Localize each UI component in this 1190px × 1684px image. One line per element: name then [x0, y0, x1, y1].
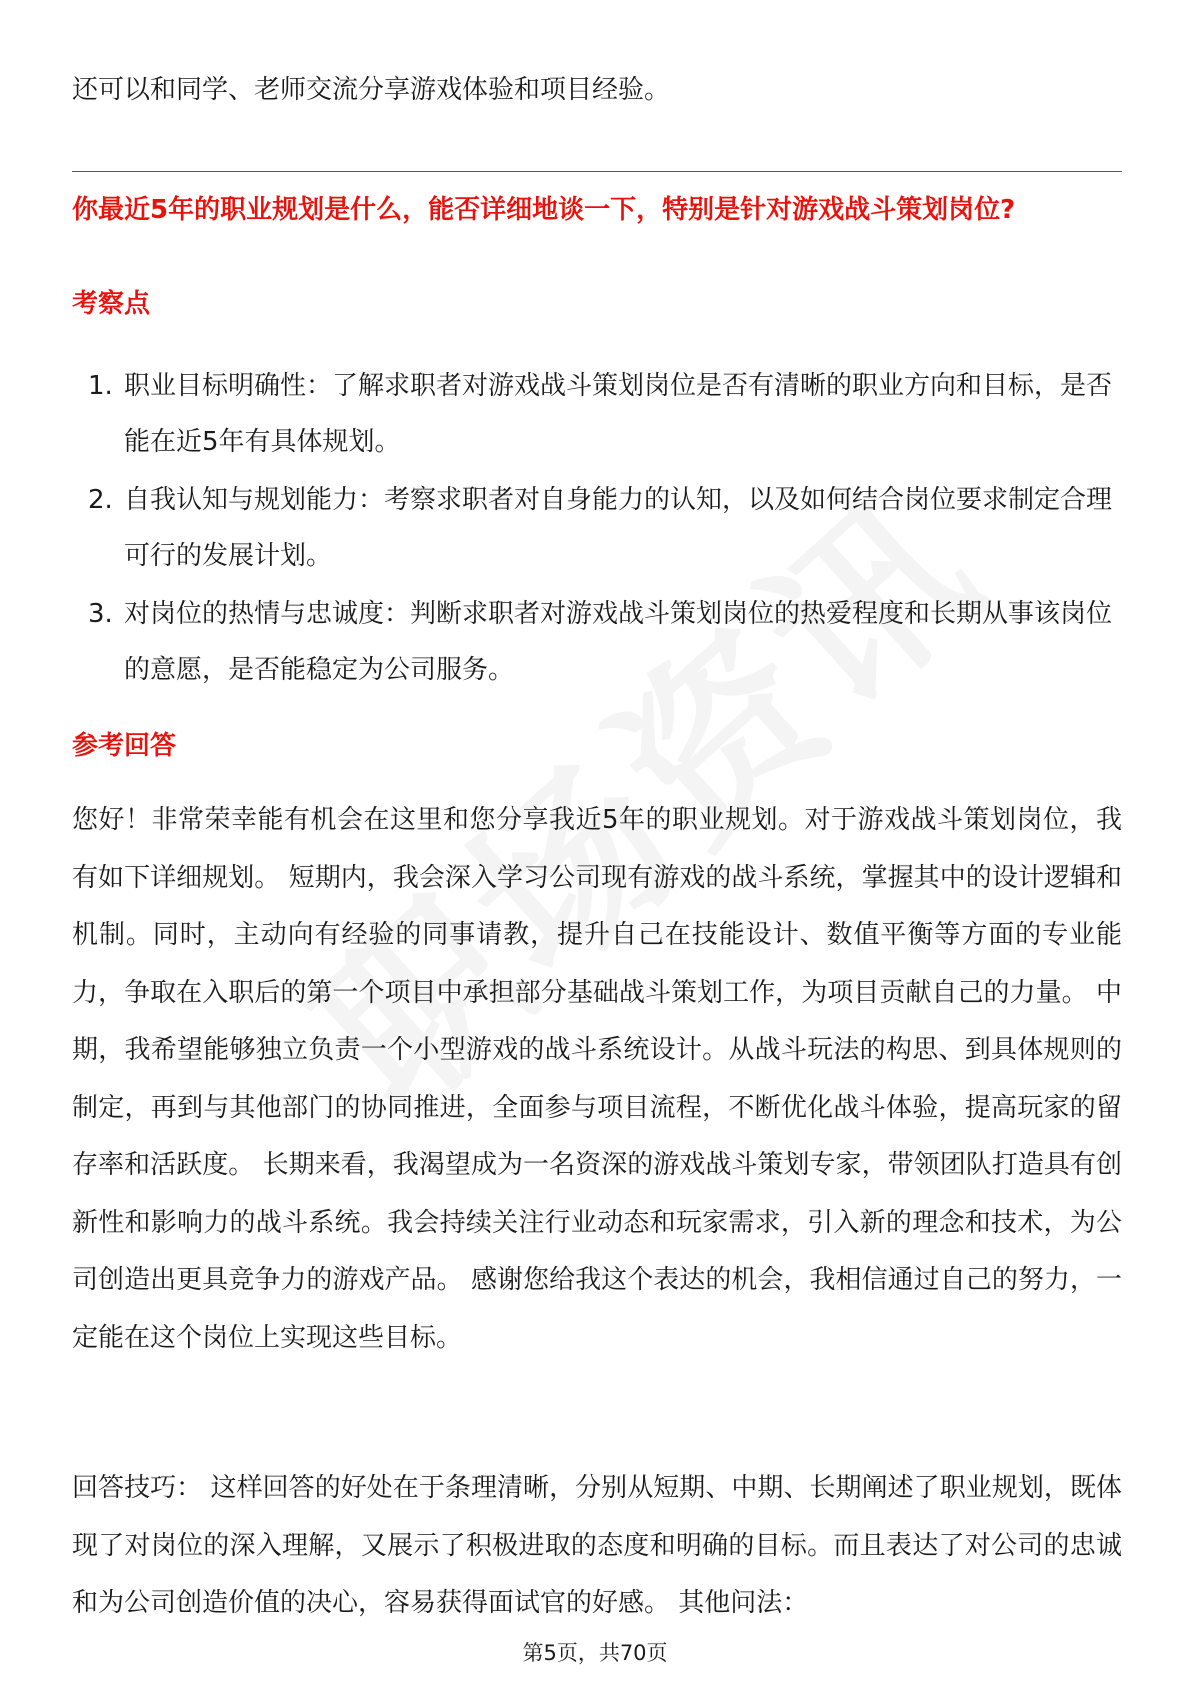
page-footer: 第5页，共70页 [522, 1641, 668, 1665]
point-text: 职业目标明确性：了解求职者对游戏战斗策划岗位是否有清晰的职业方向和目标，是否能在近5年有具体规划。 [124, 371, 1113, 457]
point-number: 3. [88, 599, 113, 629]
intro-text: 还可以和同学、老师交流分享游戏体验和项目经验。 [72, 75, 671, 105]
point-number: 2. [88, 485, 113, 515]
answer-heading: 参考回答 [72, 731, 177, 761]
point-text: 自我认知与规划能力：考察求职者对自身能力的认知，以及如何结合岗位要求制定合理可行的发展计划。 [124, 485, 1113, 571]
evaluation-point [72, 358, 1122, 470]
evaluation-points-list [72, 358, 1122, 700]
evaluation-point [72, 472, 1122, 584]
answer-paragraph: 您好！非常荣幸能有机会在这里和您分享我近5年的职业规划。对于游戏战斗策划岗位，我有如下详细规划。 短期内，我会深入学习公司现有游戏的战斗系统，掌握其中的设计逻辑和机制。同时，主动向有经验的同事请教，提升自己在技能设计、数值平衡等方面的专业能力，争取在入职后的第一个项目中承担部分基础战斗策划工作，为项目贡献自己的力量。 中期，我希望能够独立负责一个小型游戏的战斗系统设计。从战斗玩法的构思、到具体规则的制定，再到与其他部门的协同推进，全面参与项目流程，不断优化战斗体验，提高玩家的留存率和活跃度。 长期来看，我渴望成为一名资深的游戏战斗策划专家，带领团队打造具有创新性和影响力的战斗系统。我会持续关注行业动态和玩家需求，引入新的理念和技术，为公司创造出更具竞争力的游戏产品。 感谢您给我这个表达的机会，我相信通过自己的努力，一定能在这个岗位上实现这些目标。 [72, 805, 1122, 1353]
evaluation-heading: 考察点 [72, 289, 151, 319]
point-number: 1. [88, 371, 113, 401]
question-title: 你最近5年的职业规划是什么，能否详细地谈一下，特别是针对游戏战斗策划岗位? [72, 195, 1016, 225]
document-page [72, 0, 1122, 1684]
section-divider [72, 171, 1122, 172]
evaluation-point [72, 586, 1122, 698]
tip-paragraph: 回答技巧： 这样回答的好处在于条理清晰，分别从短期、中期、长期阐述了职业规划，既体现了对岗位的深入理解，又展示了积极进取的态度和明确的目标。而且表达了对公司的忠诚和为公司创造价值的决心，容易获得面试官的好感。 其他问法： [72, 1473, 1122, 1618]
point-text: 对岗位的热情与忠诚度：判断求职者对游戏战斗策划岗位的热爱程度和长期从事该岗位的意愿，是否能稳定为公司服务。 [124, 599, 1113, 685]
